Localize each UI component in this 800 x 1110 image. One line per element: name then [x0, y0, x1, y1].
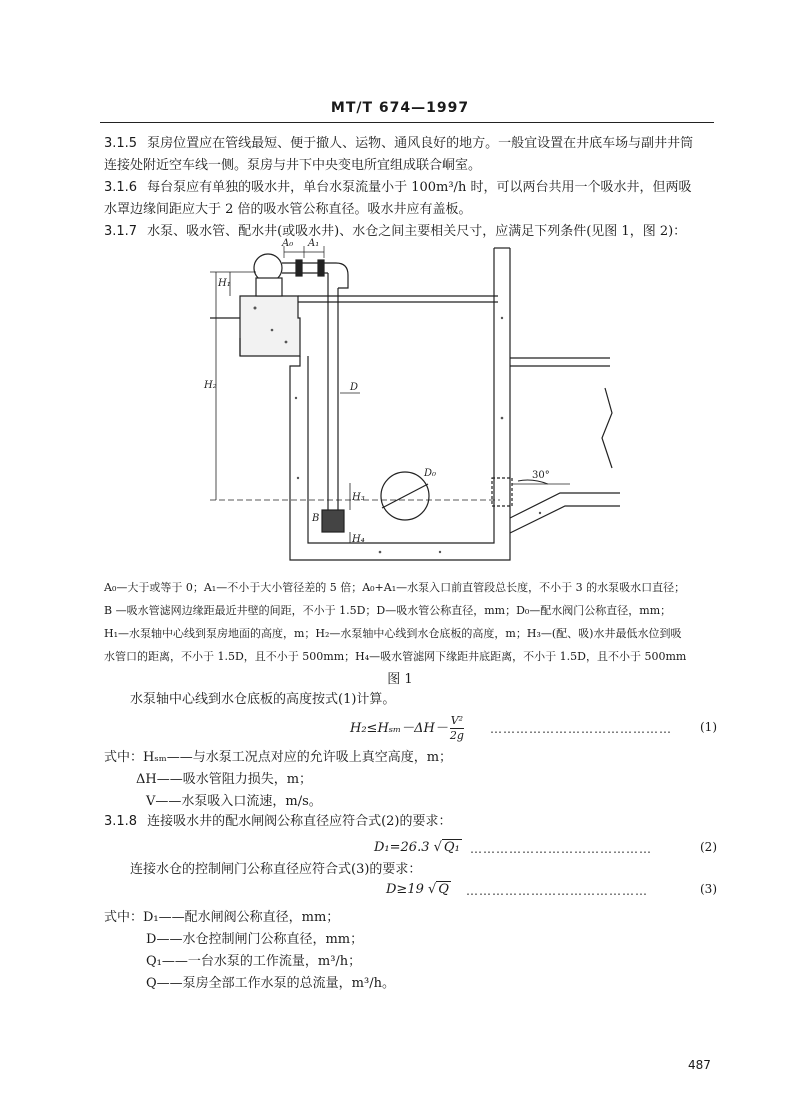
clause-number: 3.1.6 — [104, 180, 138, 195]
section-3-1-5-line-2: 连接处附近空车线一侧。泵房与井下中央变电所宜组成联合峒室。 — [104, 158, 482, 173]
label-b: B — [312, 513, 320, 524]
section-3-1-6-line-1 — [104, 178, 691, 198]
section-text: 水泵、吸水管、配水井(或吸水井)、水仓之间主要相关尺寸，应满足下列条件(见图 1，图 2)： — [147, 224, 687, 239]
valve-box — [492, 478, 512, 506]
label-h3: H₃ — [352, 492, 365, 503]
formula-1-fraction: $\frac{\text{V²}}{2g}$ — [449, 714, 464, 742]
equation-number-3: (3) — [700, 882, 717, 896]
figure-title: 图 1 — [387, 672, 413, 687]
strainer — [322, 510, 344, 532]
section-3-1-6-line-2: 水罩边缘间距应大于 2 倍的吸水管公称直径。吸水井应有盖板。 — [104, 202, 472, 217]
where2-row-3: Q₁——一台水泵的工作流量，m³/h； — [146, 954, 362, 969]
section-3-1-5-line-1 — [104, 134, 693, 154]
break-line — [602, 388, 612, 468]
equation-number-1: (1) — [700, 720, 717, 734]
page-number: 487 — [688, 1058, 711, 1072]
label-a0: A₀ — [282, 238, 294, 249]
control-valve-text: 连接水仓的控制闸门公称直径应符合式(3)的要求： — [130, 862, 422, 877]
label-angle: 30° — [532, 470, 550, 481]
formula-3: D≥19 √ Q — [386, 882, 449, 897]
where1-row-2: ΔH——吸水管阻力损失，m； — [136, 772, 313, 787]
label-d0: D₀ — [424, 468, 437, 479]
label-a1: A₁ — [308, 238, 320, 249]
where2-row-4: Q——泵房全部工作水泵的总流量，m³/h。 — [146, 976, 395, 991]
label-d: D — [350, 382, 359, 393]
formula-1 — [350, 714, 466, 743]
where1-row-1: 式中：Hₛₘ——与水泵工况点对应的允许吸上真空高度，m； — [104, 750, 453, 765]
figure-caption-line-3: H₁—水泵轴中心线到泵房地面的高度，m；H₂—水泵轴中心线到水仓底板的高度，m；H₃—(配、吸)水井最低水位到吸 — [104, 627, 682, 640]
where1-row-3: V——水泵吸入口流速，m/s。 — [146, 794, 322, 809]
where2-row-2: D——水仓控制闸门公称直径，mm； — [146, 932, 364, 947]
leader-dots: …………………………………… — [490, 722, 672, 736]
figure-caption-line-2: B —吸水管滤网边缘距最近井壁的间距，不小于 1.5D；D—吸水管公称直径，mm；D₀—配水阀门公称直径，mm； — [104, 604, 672, 617]
label-h1: H₁ — [218, 278, 231, 289]
figure-caption-line-1: A₀—大于或等于 0；A₁—不小于大小管径差的 5 倍；A₀+A₁—水泵入口前直管段总长度，不小于 3 的水泵吸水口直径； — [104, 581, 686, 594]
standard-code-header: MT/T 674—1997 — [330, 100, 470, 116]
leader-dots: …………………………………… — [466, 884, 648, 898]
figure-1-diagram — [200, 238, 630, 568]
label-h2: H₂ — [204, 380, 217, 391]
formula-2: D₁=26.3 √ Q₁ — [374, 840, 460, 855]
section-text: 泵房位置应在管线最短、便于撤人、运物、通风良好的地方。一般宜设置在井底车场与副井井筒 — [147, 136, 694, 151]
formula-1-lhs: H₂≤Hₛₘ－ΔH－ — [350, 721, 448, 736]
leader-dots: …………………………………… — [470, 842, 652, 856]
clause-number: 3.1.7 — [104, 224, 138, 239]
section-3-1-8: 3.1.8 连接吸水井的配水闸阀公称直径应符合式(2)的要求： — [104, 814, 452, 829]
pump-platform — [240, 296, 300, 356]
clause-number: 3.1.5 — [104, 136, 138, 151]
label-h4: H₄ — [352, 534, 365, 545]
figure-caption-line-4: 水管口的距离，不小于 1.5D，且不小于 500mm；H₄—吸水管滤网下缘距井底距离，不小于 1.5D，且不小于 500mm — [104, 650, 687, 663]
equation-number-2: (2) — [700, 840, 717, 854]
header-rule — [100, 122, 714, 123]
where2-row-1: 式中：D₁——配水闸阀公称直径，mm； — [104, 910, 340, 925]
section-text: 每台泵应有单独的吸水井，单台水泵流量小于 100m³/h 时，可以两台共用一个吸水井，但两吸 — [147, 180, 692, 195]
h2-intro-text: 水泵轴中心线到水仓底板的高度按式(1)计算。 — [130, 692, 396, 707]
